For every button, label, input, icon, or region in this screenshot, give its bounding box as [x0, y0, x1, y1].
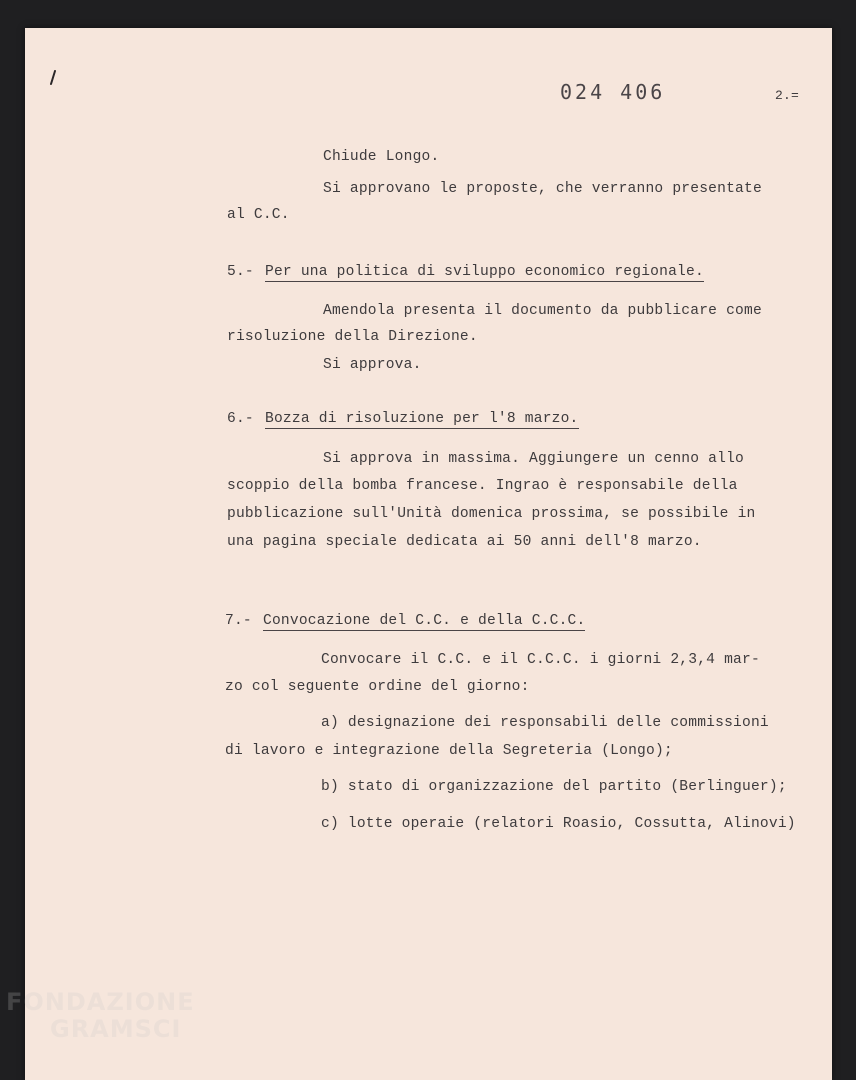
- item-5-number: 5.-: [227, 264, 254, 280]
- item-6-line-3: pubblicazione sull'Unità domenica prossima, se possibile in: [227, 506, 756, 522]
- item-6-line-4: una pagina speciale dedicata ai 50 anni dell'8 marzo.: [227, 534, 702, 550]
- item-7-line-2: zo col seguente ordine del giorno:: [225, 679, 530, 695]
- closing-line-1: Chiude Longo.: [323, 149, 440, 165]
- closing-line-2: Si approvano le proposte, che verranno presentate: [323, 181, 762, 197]
- item-6-line-2: scoppio della bomba francese. Ingrao è responsabile della: [227, 478, 738, 494]
- item-6-title: Bozza di risoluzione per l'8 marzo.: [265, 411, 579, 427]
- item-5-title: Per una politica di sviluppo economico regionale.: [265, 264, 704, 280]
- item-7-number: 7.-: [225, 613, 252, 629]
- pencil-mark-icon: [48, 70, 58, 86]
- item-5-line-2: risoluzione della Direzione.: [227, 329, 478, 345]
- closing-line-3: al C.C.: [227, 207, 290, 223]
- item-5-line-1: Amendola presenta il documento da pubblicare come: [323, 303, 762, 319]
- agenda-item-c: c) lotte operaie (relatori Roasio, Cossutta, Alinovi): [321, 816, 796, 832]
- agenda-item-b: b) stato di organizzazione del partito (Berlinguer);: [321, 779, 787, 795]
- item-6-line-1: Si approva in massima. Aggiungere un cenno allo: [323, 451, 745, 467]
- item-7-title: Convocazione del C.C. e della C.C.C.: [263, 613, 586, 629]
- agenda-item-a-line-2: di lavoro e integrazione della Segreteria (Longo);: [225, 743, 673, 759]
- item-6-number: 6.-: [227, 411, 254, 427]
- item-7-line-1: Convocare il C.C. e il C.C.C. i giorni 2,3,4 mar-: [321, 652, 760, 668]
- item-5-line-3: Si approva.: [323, 357, 422, 373]
- watermark-line-2: GRAMSCI: [50, 1015, 182, 1043]
- archive-number-stamp: 024 406: [560, 80, 666, 104]
- watermark-line-1: FONDAZIONE: [6, 988, 195, 1016]
- page-number: 2.=: [775, 88, 800, 103]
- agenda-item-a-line-1: a) designazione dei responsabili delle commissioni: [321, 715, 769, 731]
